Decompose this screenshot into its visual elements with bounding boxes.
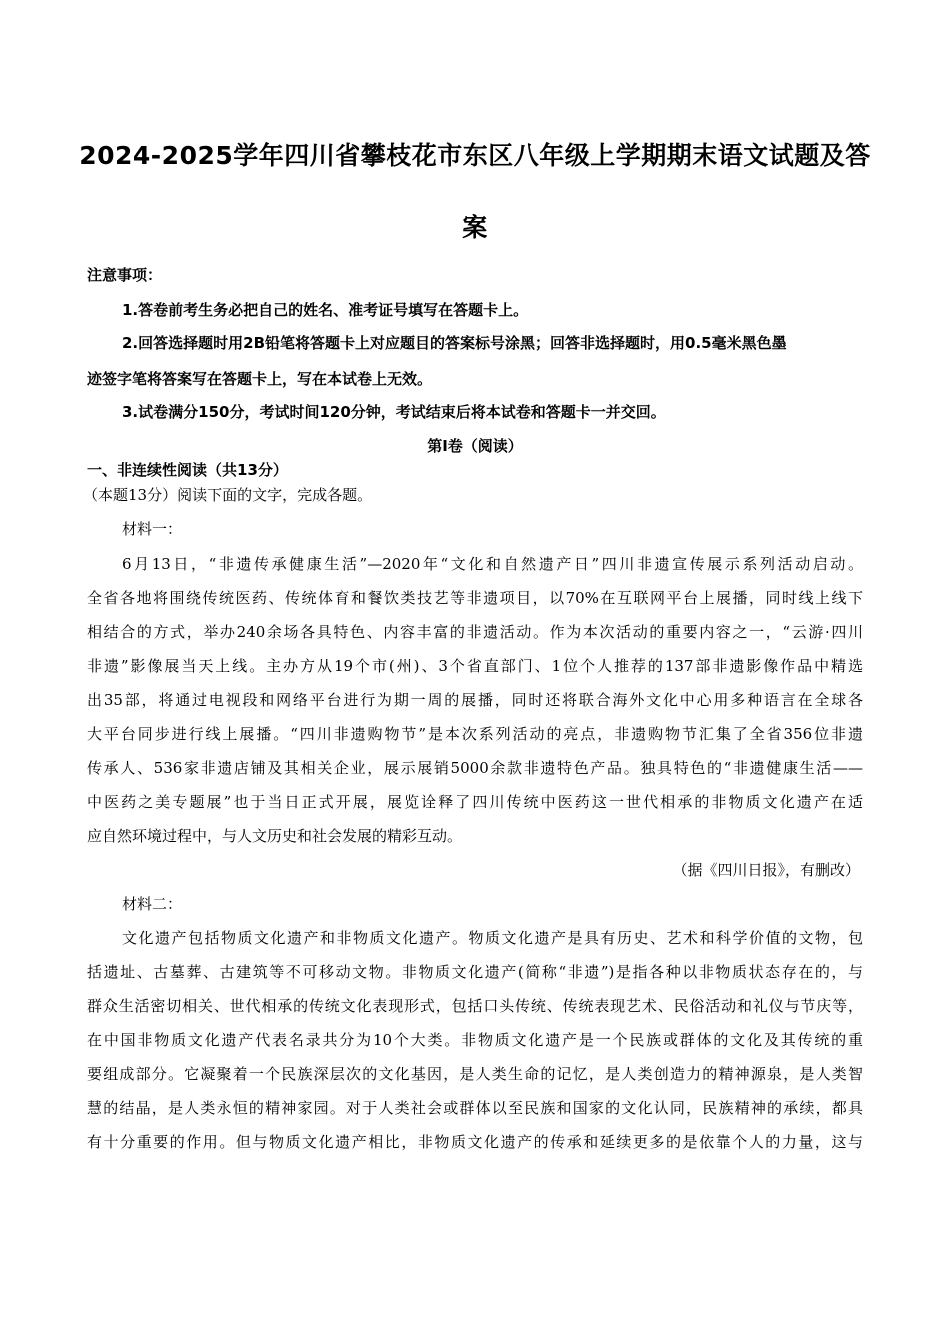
material-2-line: 有十分重要的作用。但与物质文化遗产相比，非物质文化遗产的传承和延续更多的是依靠个人的力量，这与 <box>87 1133 863 1151</box>
material-2-line: 在中国非物质文化遗产代表名录共分为10个大类。非物质文化遗产是一个民族或群体的文化及其传统的重 <box>87 1031 863 1049</box>
material-2-label: 材料二： <box>122 895 183 913</box>
material-1-line: 全省各地将围绕传统医药、传统体育和餐饮类技艺等非遗项目，以70%在互联网平台上展播，同时线上线下 <box>87 589 863 607</box>
document-title-line-1: 2024-2025学年四川省攀枝花市东区八年级上学期期末语文试题及答 <box>79 141 871 170</box>
material-1-source: （据《四川日报》，有删改） <box>672 861 860 879</box>
notice-item-2: 2.回答选择题时用2B铅笔将答题卡上对应题目的答案标号涂黑；回答非选择题时，用0.5毫米黑色墨 <box>122 334 787 352</box>
section-title: 一、非连续性阅读（共13分） <box>87 461 288 479</box>
material-2-line: 慧的结晶，是人类永恒的精神家园。对于人类社会或群体以至民族和国家的文化认同，民族精神的承续，都具 <box>87 1099 863 1117</box>
material-1-line: 6月13日，“非遗传承健康生活”—2020年“文化和自然遗产日”四川非遗宣传展示系列活动启动。 <box>122 555 863 573</box>
document-title-line-2: 案 <box>462 213 488 242</box>
notice-heading: 注意事项： <box>87 266 163 284</box>
material-1-line: 中医药之美专题展”也于当日正式开展，展览诠释了四川传统中医药这一世代相承的非物质文化遗产在适 <box>87 793 863 811</box>
material-1-line: 出35部，将通过电视段和网络平台进行为期一周的展播，同时还将联合海外文化中心用多种语言在全球各 <box>87 691 863 709</box>
material-1-line: 大平台同步进行线上展播。“四川非遗购物节”是本次系列活动的亮点，非遗购物节汇集了全省356位非遗 <box>87 725 863 743</box>
notice-item-2-continued: 迹签字笔将答案写在答题卡上，写在本试卷上无效。 <box>87 370 433 388</box>
question-intro: （本题13分）阅读下面的文字，完成各题。 <box>83 486 373 504</box>
material-1-line: 非遗”影像展当天上线。主办方从19个市(州)、3个省直部门、1位个人推荐的137部非遗影像作品中精选 <box>87 657 863 675</box>
material-1-label: 材料一： <box>122 520 183 538</box>
material-2-line: 要组成部分。它凝聚着一个民族深层次的文化基因，是人类生命的记忆，是人类创造力的精神源泉，是人类智 <box>87 1065 863 1083</box>
material-2-line: 文化遗产包括物质文化遗产和非物质文化遗产。物质文化遗产是具有历史、艺术和科学价值的文物，包 <box>122 929 863 947</box>
material-2-line: 括遗址、古墓葬、古建筑等不可移动文物。非物质文化遗产(简称“非遗”)是指各种以非物质状态存在的，与 <box>87 963 863 981</box>
material-1-line: 应自然环境过程中，与人文历史和社会发展的精彩互动。 <box>87 827 463 845</box>
notice-item-1: 1.答卷前考生务必把自己的姓名、准考证号填写在答题卡上。 <box>122 301 529 319</box>
material-1-line: 传承人、536家非遗店铺及其相关企业，展示展销5000余款非遗特色产品。独具特色的“非遗健康生活—— <box>87 759 863 777</box>
volume-title: 第Ⅰ卷（阅读） <box>427 437 523 455</box>
material-1-line: 相结合的方式，举办240余场各具特色、内容丰富的非遗活动。作为本次活动的重要内容之一，“云游·四川 <box>87 623 863 641</box>
material-2-line: 群众生活密切相关、世代相承的传统文化表现形式，包括口头传统、传统表现艺术、民俗活动和礼仪与节庆等， <box>87 997 863 1015</box>
notice-item-3: 3.试卷满分150分，考试时间120分钟，考试结束后将本试卷和答题卡一并交回。 <box>122 403 666 421</box>
